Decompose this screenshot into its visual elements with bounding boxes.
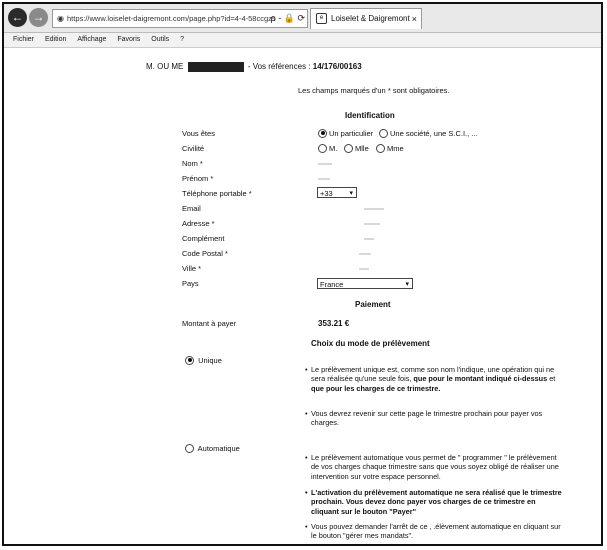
reference-line [146,62,362,72]
code-postal-input[interactable] [359,253,371,255]
pays-label: Pays [182,279,199,288]
adresse-input[interactable] [364,223,380,225]
radio-empty-icon [379,129,388,138]
browser-tab[interactable] [310,8,422,29]
reference-value: 14/176/00163 [312,62,362,72]
tab-favicon-icon: e [316,13,327,24]
ville-label: Ville * [182,264,202,273]
montant-label: Montant à payer [182,319,237,328]
radio-unique[interactable] [185,356,222,366]
option-mlle-label: Mlle [355,144,369,153]
forward-button[interactable] [29,8,48,27]
unique-bullet-1-text: Le prélèvement unique est, comme son nom l'indique, une opération qui ne sera réalisée qu'une seule fois, [311,365,555,384]
country-value: France [320,280,344,289]
menu-outils[interactable]: Outils [151,36,170,43]
option-particulier-label: Un particulier [329,129,374,138]
unique-bullet-1-bold-a: que pour le montant indiqué ci-dessus [413,374,548,384]
identification-title: Identification [345,111,395,120]
telephone-label: Téléphone portable * [182,189,252,198]
url-controls-icon[interactable]: ρ - 🔒 ⟳ [270,13,305,23]
country-select[interactable] [317,278,413,289]
site-icon: ◉ [57,14,64,23]
complement-input[interactable] [364,238,374,240]
radio-empty-icon [376,144,385,153]
unique-label: Unique [198,356,222,365]
automatique-label: Automatique [197,444,240,453]
radio-empty-icon [344,144,353,153]
radio-selected-icon [185,356,194,365]
browser-address-bar [4,4,601,33]
menu-fichier[interactable]: Fichier [13,36,35,43]
radio-mlle[interactable] [344,144,369,154]
radio-empty-icon [318,144,327,153]
email-label: Email [182,204,201,213]
redacted-name [188,62,244,72]
email-input[interactable] [364,208,384,210]
tab-close-icon[interactable]: × [411,14,417,24]
nom-label: Nom * [182,159,203,168]
auto-bullet-1: • Le prélèvement automatique vous permet de " programmer " le prélèvement de vos charges chaque trimestre sans que vous soyez obligé de réaliser une intervention sur votre espace personnel. [311,453,563,481]
radio-m[interactable] [318,144,337,154]
url-input[interactable] [52,9,308,28]
back-button[interactable] [8,8,27,27]
radio-selected-icon [318,129,327,138]
prenom-input[interactable] [318,178,330,180]
required-notice: Les champs marqués d'un * sont obligatoires. [298,86,450,95]
auto-bullet-3: • Vous pouvez demander l'arrêt de ce ‚ .élèvement automatique en cliquant sur le bouton "gérer mes mandats". [311,522,563,541]
radio-automatique[interactable] [185,444,240,454]
chevron-down-icon: ▾ [405,281,409,288]
option-societe-label: Une société, une S.C.I., ... [390,129,478,138]
back-arrow-icon: ← [11,10,24,24]
paiement-title: Paiement [355,300,391,309]
page-content [4,48,601,546]
phone-prefix-select[interactable] [317,187,357,198]
url-text: https://www.loiselet-daigremont.com/page.php?id=4-4-58ccgzs [66,14,276,23]
menu-help[interactable]: ? [180,36,185,43]
forward-arrow-icon: → [32,10,45,24]
menu-affichage[interactable]: Affichage [77,36,107,43]
radio-empty-icon [185,444,194,453]
adresse-label: Adresse * [182,219,215,228]
screenshot-frame [2,2,603,546]
prenom-label: Prénom * [182,174,214,183]
unique-bullet-2: • Vous devrez revenir sur cette page le trimestre prochain pour payer vos charges. [311,409,563,428]
chevron-down-icon: ▾ [349,190,353,197]
option-m-label: M. [329,144,338,153]
radio-societe[interactable] [379,129,478,139]
nom-input[interactable] [318,163,332,165]
phone-prefix-value: +33 [320,189,333,198]
reference-prefix: M. OU ME [146,62,184,72]
tab-title: Loiselet & Daigremont [331,14,410,23]
unique-bullet-1 [311,365,563,393]
menu-bar [4,33,601,48]
unique-bullet-1-and: et [547,374,556,384]
code-postal-label: Code Postal * [182,249,228,258]
complement-label: Complément [182,234,225,243]
menu-favoris[interactable]: Favoris [117,36,141,43]
montant-value: 353.21 € [318,319,350,328]
vous-etes-label: Vous êtes [182,129,215,138]
mode-title: Choix du mode de prélèvement [311,339,430,348]
unique-bullet-1-bold-b: que pour les charges de ce trimestre. [311,383,441,393]
radio-mme[interactable] [376,144,404,154]
option-mme-label: Mme [387,144,404,153]
ville-input[interactable] [359,268,369,270]
reference-label: - Vos références : [247,62,311,72]
radio-particulier[interactable] [318,129,373,139]
auto-bullet-2: • L'activation du prélèvement automatique ne sera réalisé que le trimestre prochain. Vous devez donc payer vos charges de ce trimestre en cliquant sur le bouton "Payer" [311,488,563,516]
menu-edition[interactable]: Edition [44,36,67,43]
civilite-label: Civilité [182,144,205,153]
